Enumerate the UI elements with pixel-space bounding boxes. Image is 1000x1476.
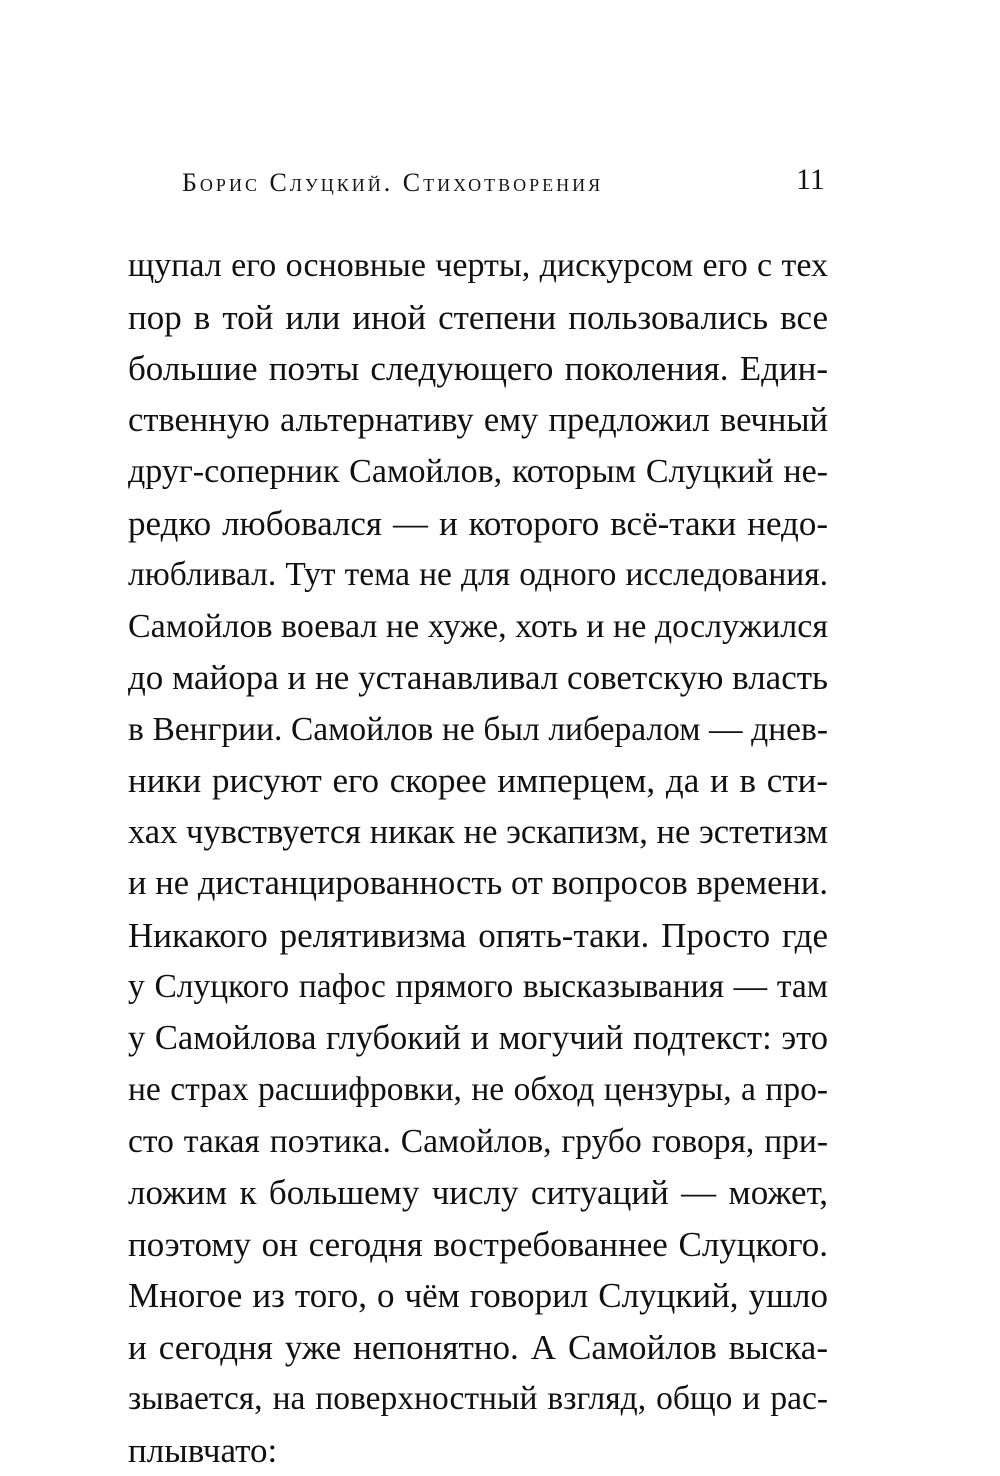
- running-head: Борис Слуцкий. Стихотворения: [182, 168, 603, 198]
- text-line: Многое из того, о чём говорил Слуцкий, ушло: [128, 1270, 828, 1322]
- text-line: хах чувствуется никак не эскапизм, не эстетизм: [128, 807, 828, 859]
- page-number: 11: [796, 163, 825, 197]
- text-line: в Венгрии. Самойлов не был либералом — днев-: [128, 704, 828, 756]
- text-line: большие поэты следующего поколения. Един-: [128, 343, 828, 395]
- text-line: до майора и не устанавливал советскую власть: [128, 652, 828, 704]
- text-line: ники рисуют его скорее имперцем, да и в сти-: [128, 755, 828, 807]
- text-line: не страх расшифровки, не обход цензуры, а про-: [128, 1064, 828, 1116]
- body-text: [128, 240, 828, 1476]
- text-line: Никакого релятивизма опять-таки. Просто где: [128, 910, 828, 962]
- text-line: зывается, на поверхностный взгляд, общо и рас-: [128, 1373, 828, 1425]
- text-line: плывчато:: [128, 1425, 828, 1476]
- text-line: друг-соперник Самойлов, которым Слуцкий не-: [128, 446, 828, 498]
- text-line: сто такая поэтика. Самойлов, грубо говоря, при-: [128, 1116, 828, 1168]
- text-line: ственную альтернативу ему предложил вечный: [128, 395, 828, 447]
- text-line: ложим к большему числу ситуаций — может,: [128, 1167, 828, 1219]
- text-line: пор в той или иной степени пользовались все: [128, 292, 828, 344]
- text-line: у Самойлова глубокий и могучий подтекст: это: [128, 1013, 828, 1065]
- text-line: и сегодня уже непонятно. А Самойлов выска-: [128, 1322, 828, 1374]
- text-line: поэтому он сегодня востребованнее Слуцкого.: [128, 1219, 828, 1271]
- text-line: редко любовался — и которого всё-таки недо-: [128, 498, 828, 550]
- text-line: у Слуцкого пафос прямого высказывания — там: [128, 961, 828, 1013]
- text-line: щупал его основные черты, дискурсом его с тех: [128, 240, 828, 292]
- text-line: любливал. Тут тема не для одного исследования.: [128, 549, 828, 601]
- text-line: и не дистанцированность от вопросов времени.: [128, 858, 828, 910]
- text-line: Самойлов воевал не хуже, хоть и не дослужился: [128, 601, 828, 653]
